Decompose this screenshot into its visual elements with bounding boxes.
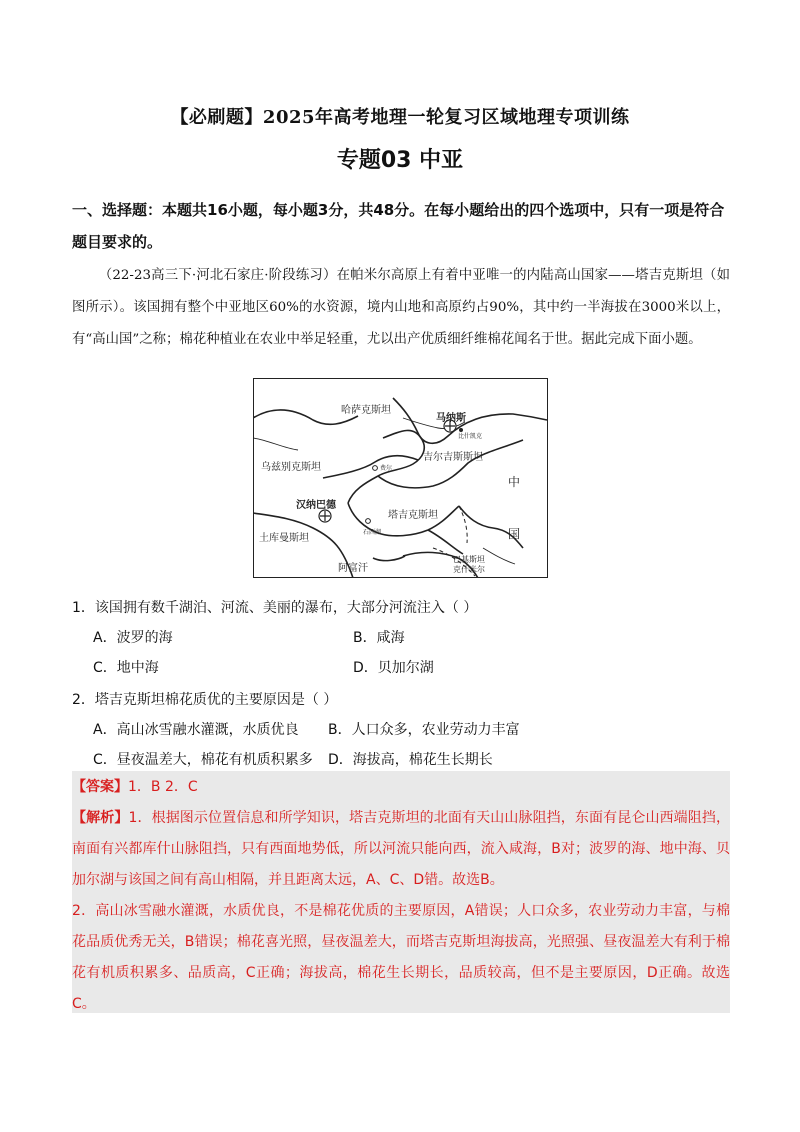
map-label-kyrgyzstan: 吉尔吉斯斯坦 xyxy=(423,452,483,463)
question-intro: （22-23高三下·河北石家庄·阶段练习）在帕米尔高原上有着中亚唯一的内陆高山国家——塔吉克斯坦（如图所示）。该国拥有整个中亚地区60%的水资源，境内山地和高原约占90%，其中约一半海拔在3000米以上，有“高山国”之称；棉花种植业在农业中举足轻重，尤以出产优质细纤维棉花闻名于世。据此完成下面小题。 xyxy=(72,268,730,347)
analysis-paragraph-2: 2．高山冰雪融水灌溉，水质优良，不是棉花优质的主要原因，A错误；人口众多，农业劳动力丰富，与棉花品质优秀无关，B错误；棉花喜光照，昼夜温差大，而塔吉克斯坦海拔高，光照强、昼夜温差大有利于棉花有机质积累多、品质高，C正确；海拔高，棉花生长期长，品质较高，但不是主要原因，D正确。故选C。 xyxy=(72,903,730,1012)
map-label-bishkek: 比什凯克 xyxy=(458,433,483,440)
map-label-kazakhstan: 哈萨克斯坦 xyxy=(341,405,391,416)
map-label-dushanbe: 汉纳巴德 xyxy=(296,500,336,511)
question-2-option-d[interactable]: D．海拔高，棉花生长期长 xyxy=(328,752,493,768)
map-label-pakistan-2: 克什米尔 xyxy=(453,565,485,574)
map-label-almaty: 马纳斯 xyxy=(436,413,466,424)
question-1-option-c[interactable]: C．地中海 xyxy=(93,660,159,676)
tajikistan-map xyxy=(253,378,548,578)
map-label-afghanistan: 阿富汗 xyxy=(338,563,368,574)
question-1-stem: 1．该国拥有数千湖泊、河流、美丽的瀑布，大部分河流注入（ ） xyxy=(72,600,478,616)
map-label-city-a: 费尔 xyxy=(380,465,393,472)
map-label-china-2: 国 xyxy=(508,527,521,541)
question-1-option-a[interactable]: A．波罗的海 xyxy=(93,630,173,646)
map-label-uzbekistan: 乌兹别克斯坦 xyxy=(261,462,321,473)
map-label-tajikistan: 塔吉克斯坦 xyxy=(388,510,438,521)
answer-tag: 【答案】 xyxy=(72,779,128,795)
map-label-china-1: 中 xyxy=(508,475,521,489)
map-label-pakistan-1: 巴基斯坦 xyxy=(453,555,485,564)
section-heading: 一、选择题：本题共16小题，每小题3分，共48分。在每小题给出的四个选项中，只有一项是符合题目要求的。 xyxy=(72,201,725,251)
question-2-option-b[interactable]: B．人口众多，农业劳动力丰富 xyxy=(328,722,520,738)
question-1-option-d[interactable]: D．贝加尔湖 xyxy=(353,660,434,676)
question-2-stem: 2．塔吉克斯坦棉花质优的主要原因是（ ） xyxy=(72,692,338,708)
question-1-option-b[interactable]: B．咸海 xyxy=(353,630,405,646)
answer-line xyxy=(72,772,730,803)
analysis-paragraph-1 xyxy=(72,803,730,896)
map-label-turkmenistan: 土库曼斯坦 xyxy=(259,533,309,544)
map-label-city-b: 石西湖 xyxy=(363,529,382,536)
analysis-tag: 【解析】 xyxy=(72,810,129,826)
document-title: 【必刷题】2025年高考地理一轮复习区域地理专项训练 xyxy=(170,107,630,128)
question-2-option-a[interactable]: A．高山冰雪融水灌溉，水质优良 xyxy=(93,722,299,738)
analysis-text-1: 1．根据图示位置信息和所学知识，塔吉克斯坦的北面有天山山脉阻挡，东面有昆仑山西端阻挡，南面有兴都库什山脉阻挡，只有西面地势低，所以河流只能向西，流入咸海，B对；波罗的海、地中海、贝加尔湖与该国之间有高山相隔，并且距离太远，A、C、D错。故选B。 xyxy=(72,810,731,888)
document-subtitle: 专题03 中亚 xyxy=(336,148,464,173)
question-2-option-c[interactable]: C．昼夜温差大，棉花有机质积累多 xyxy=(93,752,313,768)
answer-text: 1．B 2．C xyxy=(128,779,198,795)
